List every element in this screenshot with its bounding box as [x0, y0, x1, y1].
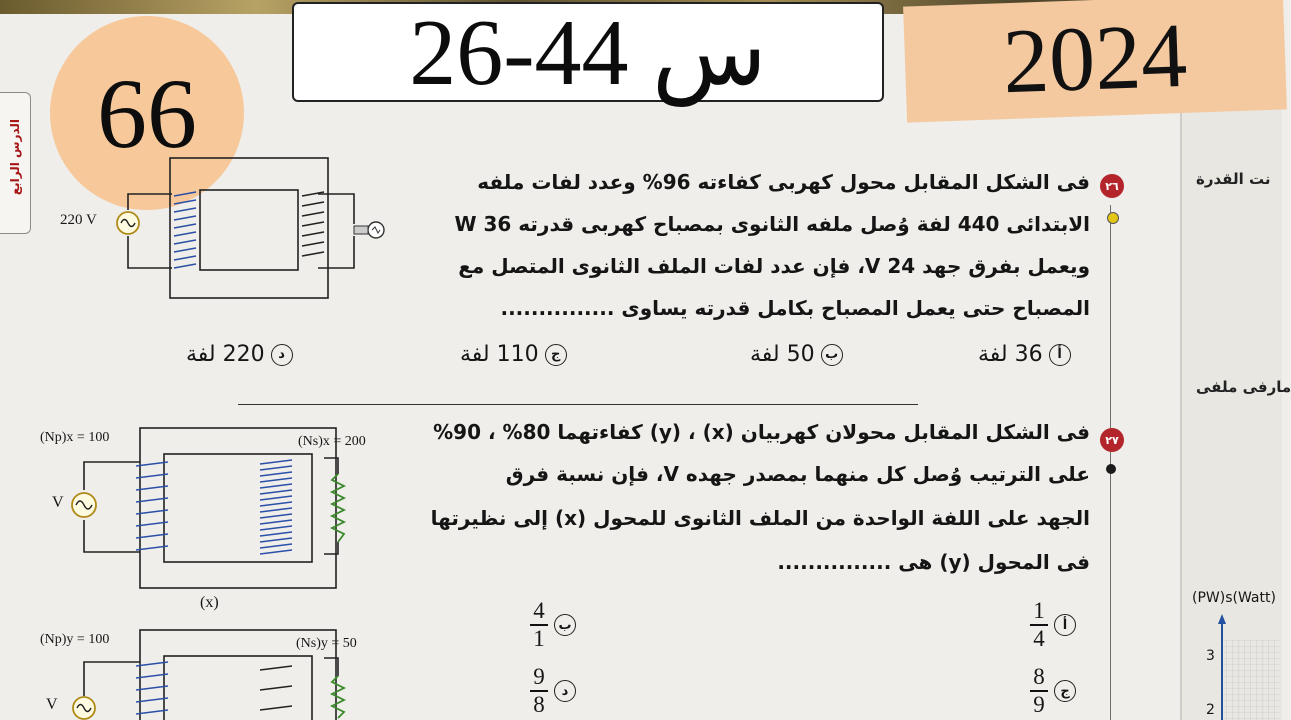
- q27y-secondary-coil: [260, 666, 292, 710]
- choice-fraction: [530, 600, 548, 650]
- q27-choice-b[interactable]: [530, 600, 576, 650]
- q26-number-badge: ٢٦: [1100, 174, 1124, 198]
- q26-line-4: المصباح حتى يعمل المصباح بكامل قدرته يساوى ...............: [500, 296, 1090, 320]
- q27x-source-label: V: [52, 494, 64, 511]
- question-range-title: س 44-26: [292, 2, 884, 102]
- q27x-secondary-coil: [260, 460, 292, 554]
- choice-letter: ج: [545, 344, 567, 366]
- choice-letter: د: [271, 344, 293, 366]
- margin-fragment-2: مارفى ملفى: [1196, 378, 1291, 396]
- choice-fraction: [530, 666, 548, 716]
- q27y-source-label: V: [46, 696, 58, 713]
- page-number-badge: 66: [50, 16, 244, 210]
- question-divider: [238, 404, 918, 405]
- q27-choice-c[interactable]: [1030, 666, 1076, 716]
- choice-letter: أ: [1049, 344, 1071, 366]
- q27-line-3: الجهد على اللفة الواحدة من الملف الثانوى للمحول (x) إلى نظيرتها: [430, 506, 1090, 530]
- choice-text: 110 لفة: [460, 342, 539, 367]
- fraction-denominator: 1: [533, 626, 545, 651]
- year-banner: 2024: [903, 0, 1287, 123]
- choice-text: 220 لفة: [186, 342, 265, 367]
- q27-line-2: على الترتيب وُصل كل منهما بمصدر جهده V، فإن نسبة فرق: [505, 462, 1090, 486]
- margin-rule: [1110, 205, 1111, 720]
- q27x-primary-wire-bottom: [84, 520, 140, 552]
- q26-primary-wire-bottom: [128, 236, 172, 268]
- q26-line-3: ويعمل بفرق جهد 24 V، فإن عدد لفات الملف الثانوى المتصل مع: [458, 254, 1090, 278]
- choice-text: 36 لفة: [978, 342, 1043, 367]
- margin-graph-arrow-icon: [1218, 614, 1226, 624]
- fraction-numerator: 4: [533, 598, 545, 623]
- ac-source-icon: [73, 697, 95, 719]
- q27x-primary-wire-top: [84, 462, 140, 490]
- q26-source-label: 220 V: [60, 212, 97, 228]
- q26-secondary-wire-top: [318, 194, 354, 224]
- q26-transformer-diagram: [108, 150, 398, 300]
- fraction-denominator: 9: [1033, 692, 1045, 717]
- fraction-numerator: 9: [533, 664, 545, 689]
- resistor-icon: [332, 474, 344, 542]
- q27-marker-dot: [1106, 464, 1116, 474]
- choice-letter: ج: [1054, 680, 1076, 702]
- q27y-core-outer: [140, 630, 336, 720]
- q27-line-4: فى المحول (y) هى ...............: [777, 550, 1090, 574]
- q27x-caption: (x): [200, 594, 219, 611]
- choice-letter: ب: [821, 344, 843, 366]
- q27-choice-d[interactable]: [530, 666, 576, 716]
- ac-source-icon: [117, 212, 139, 234]
- q26-choice-a[interactable]: [978, 342, 1071, 367]
- resistor-icon: [332, 676, 344, 718]
- q26-core-inner: [200, 190, 298, 270]
- q26-line-2: الابتدائى 440 لفة وُصل ملفه الثانوى بمصباح كهربى قدرته 36 W: [454, 212, 1090, 236]
- q26-secondary-coil: [302, 192, 324, 256]
- q27-line-1: فى الشكل المقابل محولان كهربيان (x) ، (y) كفاءتهما 80% ، 90%: [433, 420, 1090, 444]
- q26-choice-b[interactable]: [750, 342, 843, 367]
- q26-core-outer: [170, 158, 328, 298]
- q27-transformer-y-diagram: [64, 626, 364, 720]
- choice-text: 50 لفة: [750, 342, 815, 367]
- q26-line-1: فى الشكل المقابل محول كهربى كفاءته 96% وعدد لفات ملفه: [477, 170, 1090, 194]
- lamp-icon: [354, 222, 384, 238]
- choice-letter: ب: [554, 614, 576, 636]
- q26-primary-coil: [174, 192, 196, 268]
- q27y-np-label: (Np)y = 100: [40, 632, 110, 647]
- fraction-numerator: 1: [1033, 598, 1045, 623]
- q27x-np-label: (Np)x = 100: [40, 430, 110, 445]
- q26-choice-c[interactable]: [460, 342, 567, 367]
- margin-graph-grid: [1222, 640, 1280, 720]
- choice-fraction: [1030, 600, 1048, 650]
- fraction-denominator: 4: [1033, 626, 1045, 651]
- q27y-primary-wire: [84, 662, 140, 696]
- q27-choice-a[interactable]: [1030, 600, 1076, 650]
- lesson-side-tab-label: الدرس الرابع: [8, 118, 22, 196]
- margin-graph-tick-2: 2: [1206, 702, 1215, 718]
- q27y-ns-label: (Ns)y = 50: [296, 636, 357, 651]
- ac-source-icon: [72, 493, 96, 517]
- margin-graph-tick-3: 3: [1206, 648, 1215, 664]
- q26-primary-wire-top: [128, 194, 172, 210]
- fraction-denominator: 8: [533, 692, 545, 717]
- choice-letter: د: [554, 680, 576, 702]
- q27-transformer-x-diagram: [64, 424, 364, 594]
- choice-letter: أ: [1054, 614, 1076, 636]
- fraction-numerator: 8: [1033, 664, 1045, 689]
- q27-number-badge: ٢٧: [1100, 428, 1124, 452]
- choice-fraction: [1030, 666, 1048, 716]
- q26-choice-d[interactable]: [186, 342, 293, 367]
- q26-marker-dot: [1107, 212, 1119, 224]
- margin-fragment-1: نت القدرة: [1196, 170, 1271, 188]
- margin-graph-axis-label: (PW)s(Watt): [1192, 590, 1276, 606]
- q27x-core-outer: [140, 428, 336, 588]
- q27x-ns-label: (Ns)x = 200: [298, 434, 366, 449]
